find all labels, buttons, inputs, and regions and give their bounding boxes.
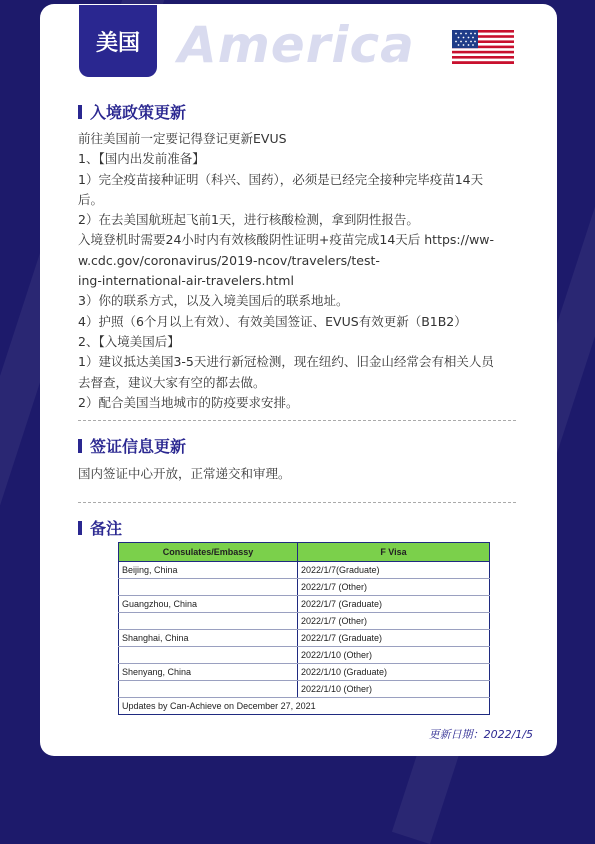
text-line: 2）配合美国当地城市的防疫要求安排。 <box>78 394 299 410</box>
table-cell: 2022/1/7 (Graduate) <box>298 630 490 647</box>
content-card <box>40 4 557 756</box>
column-header: Consulates/Embassy <box>119 543 298 562</box>
table-cell: 2022/1/7 (Other) <box>298 613 490 630</box>
entry-policy-text <box>78 129 523 413</box>
table-header-row <box>119 543 490 562</box>
table-cell: 2022/1/10 (Other) <box>298 681 490 698</box>
text-line: 国内签证中心开放，正常递交和审理。 <box>78 466 291 481</box>
text-line: 后。 <box>78 191 104 207</box>
heading-marker <box>78 105 82 119</box>
table-footer-note: Updates by Can-Achieve on December 27, 2021 <box>119 698 490 715</box>
section-divider <box>78 420 516 421</box>
heading-marker <box>78 439 82 453</box>
table-row <box>119 647 490 664</box>
table-row <box>119 596 490 613</box>
table-row <box>119 681 490 698</box>
column-header: F Visa <box>298 543 490 562</box>
table-cell <box>119 647 298 664</box>
visa-appointment-table <box>118 542 490 715</box>
text-line: w.cdc.gov/coronavirus/2019-ncov/travelers/test- <box>78 252 380 268</box>
section-heading-visa <box>78 434 186 457</box>
table-row <box>119 664 490 681</box>
heading-marker <box>78 521 82 535</box>
table-cell <box>119 579 298 596</box>
table-cell: 2022/1/10 (Graduate) <box>298 664 490 681</box>
us-flag-icon <box>452 30 514 64</box>
country-title: America <box>178 16 415 74</box>
table-cell: Beijing, China <box>119 562 298 579</box>
section-heading-notes <box>78 516 122 539</box>
table-row <box>119 613 490 630</box>
text-line: 2）在去美国航班起飞前1天，进行核酸检测，拿到阴性报告。 <box>78 212 419 228</box>
table-cell: Guangzhou, China <box>119 596 298 613</box>
text-line: 1、【国内出发前准备】 <box>78 151 205 167</box>
text-line: 前往美国前一定要记得登记更新EVUS <box>78 131 287 146</box>
table-cell: Shanghai, China <box>119 630 298 647</box>
table-cell <box>119 681 298 698</box>
table-row <box>119 630 490 647</box>
table-cell: 2022/1/7 (Other) <box>298 579 490 596</box>
update-date: 更新日期：2022/1/5 <box>428 728 533 741</box>
country-badge: 美国 <box>79 5 157 77</box>
visa-info-text <box>78 464 523 484</box>
section-title: 签证信息更新 <box>90 437 187 456</box>
text-line: 1）建议抵达美国3-5天进行新冠检测，现在纽约、旧金山经常会有相关人员 <box>78 354 494 370</box>
text-line: ing-international-air-travelers.html <box>78 273 294 289</box>
section-heading-entry <box>78 100 186 123</box>
table-footer-row <box>119 698 490 715</box>
text-line: 入境登机时需要24小时内有效核酸阴性证明+疫苗完成14天后 https://ww- <box>78 232 495 248</box>
text-line: 去督查，建议大家有空的都去做。 <box>78 374 266 390</box>
table-cell: 2022/1/7(Graduate) <box>298 562 490 579</box>
text-line: 1）完全疫苗接种证明（科兴、国药），必须是已经完全接种完毕疫苗14天 <box>78 171 484 187</box>
table-cell <box>119 613 298 630</box>
table-cell: 2022/1/10 (Other) <box>298 647 490 664</box>
text-line: 4）护照（6个月以上有效）、有效美国签证、EVUS有效更新（B1B2） <box>78 313 467 329</box>
table-row <box>119 562 490 579</box>
table-cell: Shenyang, China <box>119 664 298 681</box>
text-line: 3）你的联系方式，以及入境美国后的联系地址。 <box>78 293 349 309</box>
section-title: 备注 <box>90 519 123 538</box>
text-line: 2、【入境美国后】 <box>78 333 180 349</box>
section-title: 入境政策更新 <box>90 103 187 122</box>
table-row <box>119 579 490 596</box>
section-divider <box>78 502 516 503</box>
table-cell: 2022/1/7 (Graduate) <box>298 596 490 613</box>
